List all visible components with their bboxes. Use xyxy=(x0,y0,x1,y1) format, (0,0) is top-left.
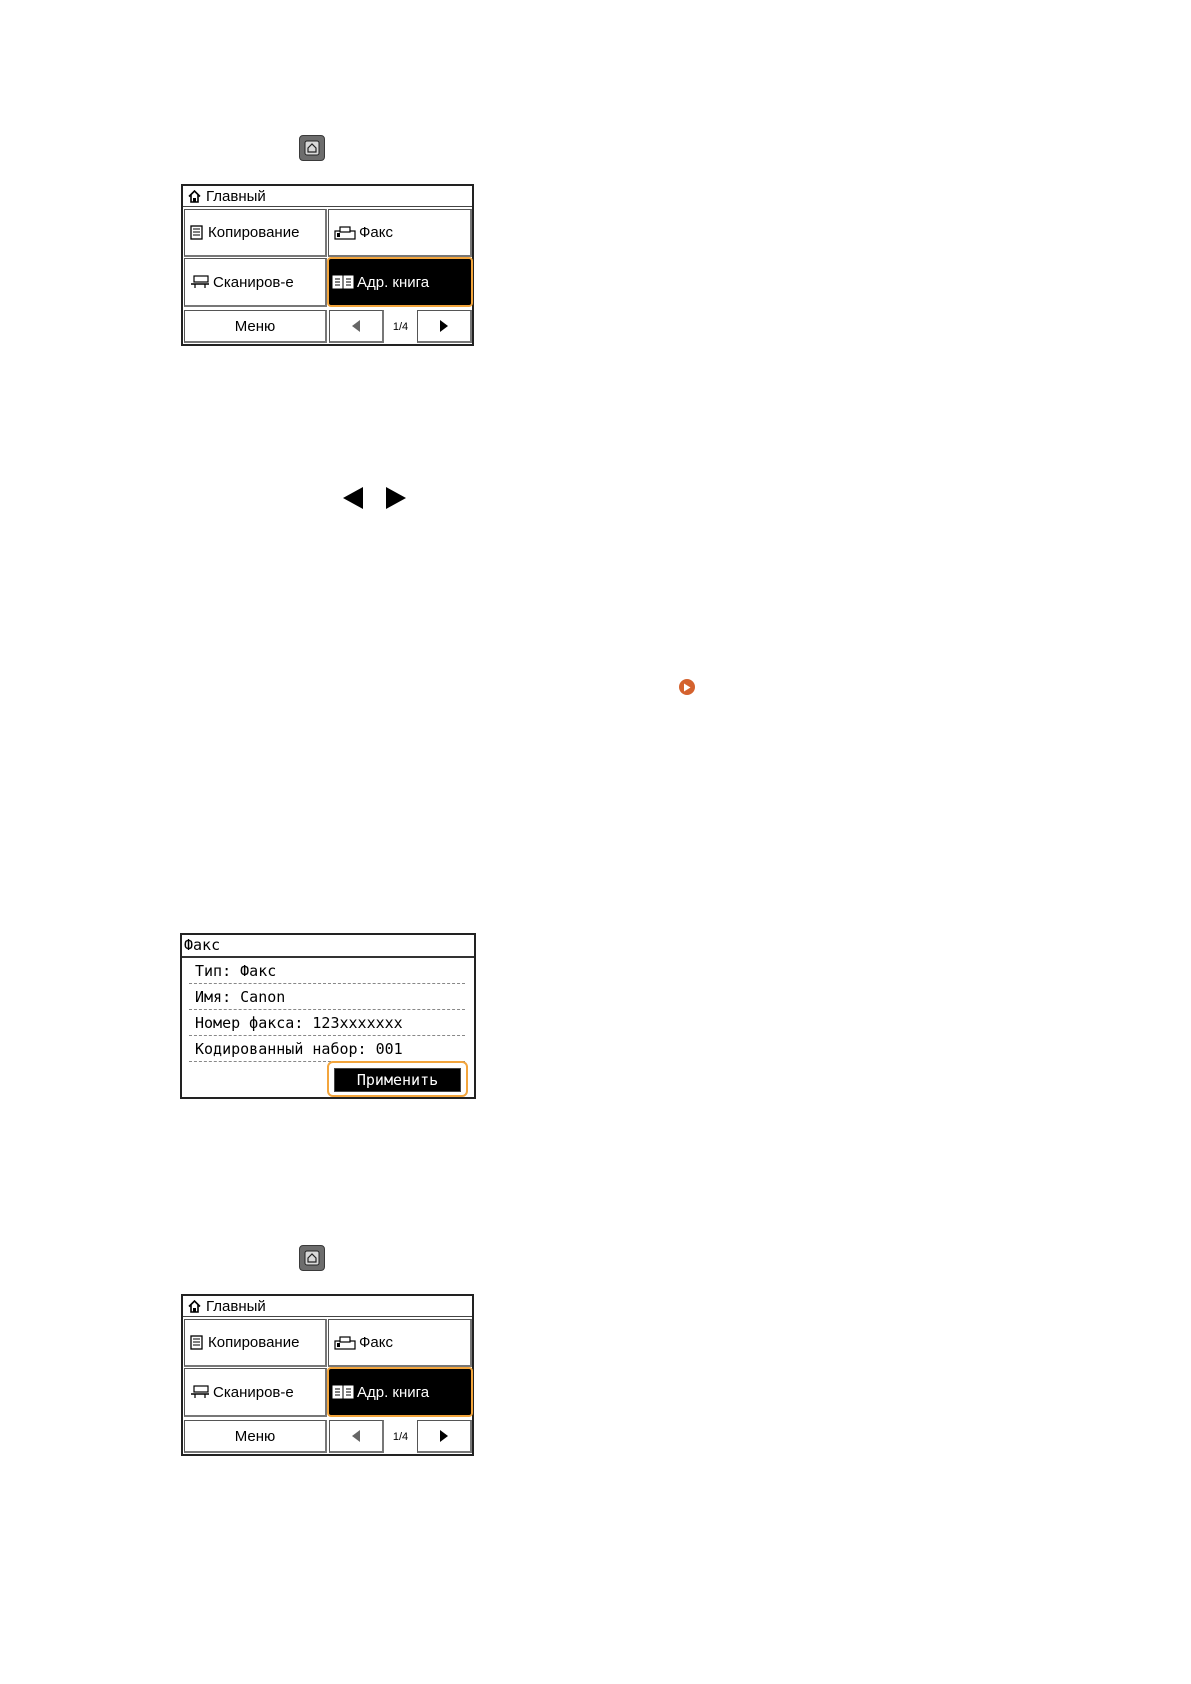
next-page-button[interactable] xyxy=(417,310,472,343)
detail-row: Имя: Canon xyxy=(189,986,465,1010)
scan-button[interactable] xyxy=(184,258,327,307)
menu-button[interactable] xyxy=(184,310,327,343)
scan-label: Сканиров-е xyxy=(213,1383,294,1401)
play-circle-icon xyxy=(683,683,691,692)
panel-title: Главный xyxy=(206,1297,266,1315)
fax-button[interactable] xyxy=(328,1319,472,1367)
copy-label: Копирование xyxy=(208,1334,300,1351)
prev-page-button[interactable] xyxy=(329,310,384,343)
detail-row: Кодированный набор: 001 xyxy=(189,1038,465,1062)
triangle-left-icon xyxy=(343,487,363,509)
address-book-icon xyxy=(332,275,354,289)
address-book-button[interactable] xyxy=(327,1367,473,1417)
scanner-icon xyxy=(190,275,210,289)
fax-icon xyxy=(334,1336,356,1350)
triangle-right-icon xyxy=(439,319,449,333)
panel-title-bar xyxy=(183,1296,472,1317)
menu-label: Меню xyxy=(234,317,276,335)
copy-icon xyxy=(190,225,205,241)
scan-label: Сканиров-е xyxy=(213,273,294,291)
fax-button[interactable] xyxy=(328,209,472,257)
home-screen-panel xyxy=(181,1294,474,1456)
address-book-button[interactable] xyxy=(327,257,473,307)
triangle-right-icon xyxy=(386,487,406,509)
copy-button[interactable] xyxy=(184,209,327,257)
detail-row: Номер факса: 123xxxxxxx xyxy=(189,1012,465,1036)
fax-detail-screen xyxy=(180,933,476,1099)
home-key[interactable] xyxy=(299,1245,325,1271)
page-indicator: 1/4 xyxy=(392,320,409,333)
detail-row: Тип: Факс xyxy=(189,960,465,984)
detail-title: Факс xyxy=(182,935,474,958)
fax-label: Факс xyxy=(359,1334,393,1351)
home-icon xyxy=(304,1250,320,1266)
triangle-left-icon xyxy=(351,1429,361,1443)
panel-title-bar xyxy=(183,186,472,207)
panel-title: Главный xyxy=(206,187,266,205)
address-book-label: Адр. книга xyxy=(357,1383,430,1401)
menu-label: Меню xyxy=(234,1427,276,1445)
next-page-button[interactable] xyxy=(417,1420,472,1453)
menu-button[interactable] xyxy=(184,1420,327,1453)
home-icon xyxy=(188,190,201,203)
triangle-right-icon xyxy=(439,1429,449,1443)
fax-label: Факс xyxy=(359,224,393,241)
scan-button[interactable] xyxy=(184,1368,327,1417)
fax-icon xyxy=(334,226,356,240)
home-screen-panel xyxy=(181,184,474,346)
home-icon xyxy=(188,1300,201,1313)
apply-button[interactable]: Применить xyxy=(334,1068,461,1092)
prev-page-button[interactable] xyxy=(329,1420,384,1453)
copy-button[interactable] xyxy=(184,1319,327,1367)
address-book-label: Адр. книга xyxy=(357,273,430,291)
link-bullet[interactable] xyxy=(679,679,695,695)
page-indicator: 1/4 xyxy=(392,1430,409,1443)
triangle-left-icon xyxy=(351,319,361,333)
scanner-icon xyxy=(190,1385,210,1399)
address-book-icon xyxy=(332,1385,354,1399)
copy-label: Копирование xyxy=(208,224,300,241)
copy-icon xyxy=(190,1335,205,1351)
home-key[interactable] xyxy=(299,135,325,161)
home-icon xyxy=(304,140,320,156)
